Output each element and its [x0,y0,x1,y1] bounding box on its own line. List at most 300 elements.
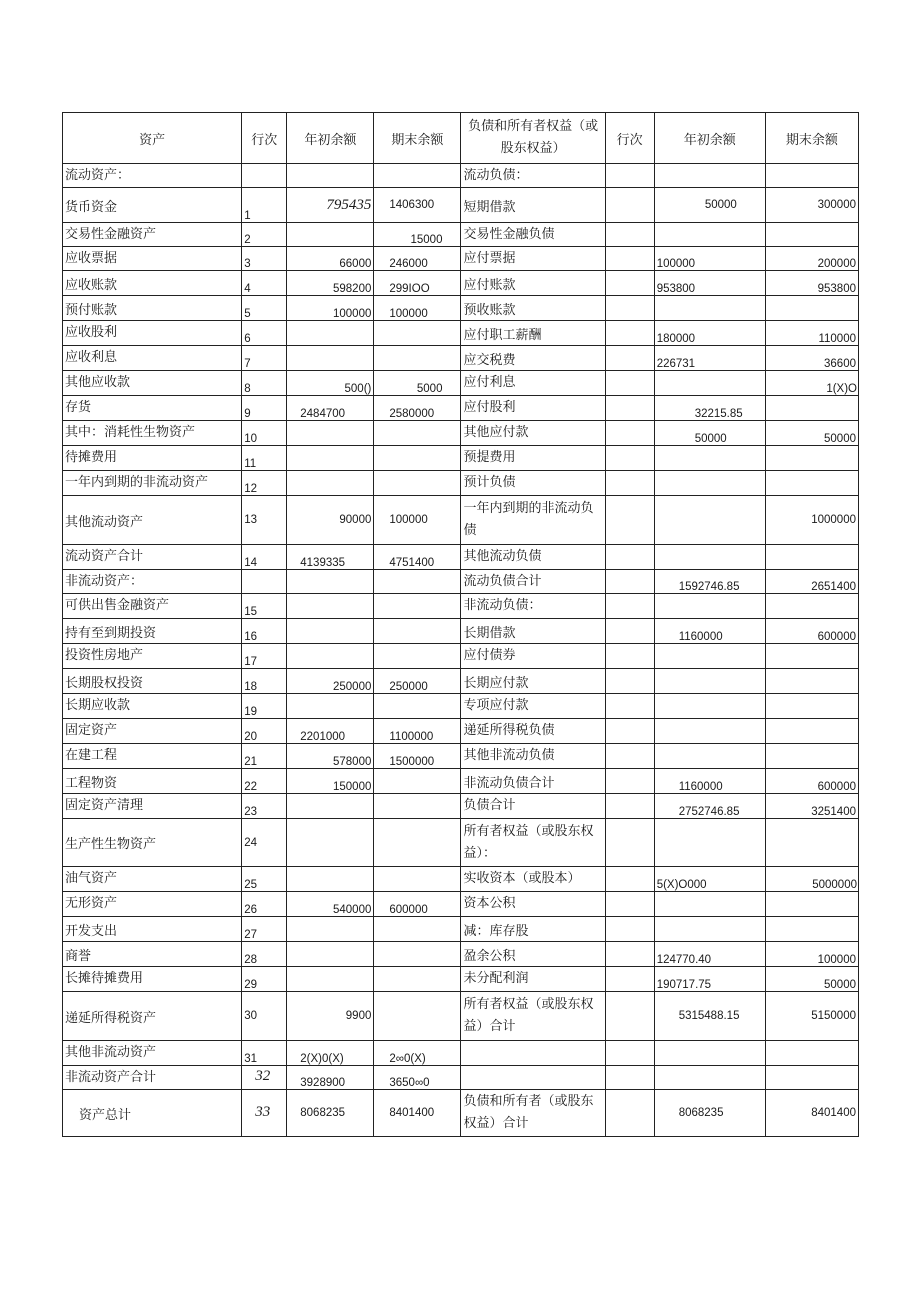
header-liab-equity: 负债和所有者权益（或股东权益） [461,113,605,164]
liability-line-no [605,942,654,967]
asset-begin-balance [287,321,374,346]
asset-begin-balance [287,917,374,942]
asset-item: 流动资产合计 [63,545,242,570]
table-row [63,496,859,545]
table-row [63,669,859,694]
liability-line-no [605,346,654,371]
liability-begin-balance [654,371,765,396]
asset-end-balance: 299IOO [374,271,461,296]
liability-end-balance [765,694,858,719]
liability-begin-balance [654,719,765,744]
asset-end-balance [374,992,461,1041]
liability-line-no [605,967,654,992]
table-row [63,396,859,421]
liability-begin-balance: 5(X)O000 [654,867,765,892]
liability-end-balance: 1000000 [765,496,858,545]
asset-line-no: 25 [242,867,287,892]
asset-end-balance: 1100000 [374,719,461,744]
asset-begin-balance [287,446,374,471]
asset-item: 开发支出 [63,917,242,942]
liability-begin-balance [654,223,765,247]
asset-begin-balance: 4139335 [287,545,374,570]
liability-line-no [605,769,654,794]
asset-item: 应收股利 [63,321,242,346]
liability-begin-balance: 8068235 [654,1090,765,1137]
asset-item: 递延所得税资产 [63,992,242,1041]
liability-end-balance [765,296,858,321]
asset-line-no: 28 [242,942,287,967]
liability-line-no [605,867,654,892]
liability-item: 资本公积 [461,892,605,917]
liability-begin-balance [654,819,765,867]
table-row [63,744,859,769]
liability-end-balance [765,446,858,471]
asset-begin-balance [287,942,374,967]
asset-line-no: 15 [242,594,287,619]
asset-end-balance [374,594,461,619]
liability-line-no [605,371,654,396]
liability-begin-balance [654,1041,765,1066]
liability-begin-balance: 2752746.85 [654,794,765,819]
liability-end-balance: 200000 [765,247,858,271]
liability-begin-balance: 5315488.15 [654,992,765,1041]
asset-line-no: 20 [242,719,287,744]
liability-line-no [605,992,654,1041]
table-row [63,346,859,371]
liability-line-no [605,1066,654,1090]
liability-item: 其他应付款 [461,421,605,446]
liability-begin-balance [654,545,765,570]
asset-end-balance [374,694,461,719]
asset-end-balance: 1500000 [374,744,461,769]
asset-item: 固定资产 [63,719,242,744]
liability-line-no [605,545,654,570]
asset-item: 可供出售金融资产 [63,594,242,619]
liability-end-balance [765,471,858,496]
liability-end-balance [765,892,858,917]
asset-end-balance: 2580000 [374,396,461,421]
asset-line-no: 1 [242,188,287,223]
asset-end-balance: 100000 [374,296,461,321]
table-row [63,819,859,867]
liability-item: 应付利息 [461,371,605,396]
asset-end-balance: 1406300 [374,188,461,223]
table-row [63,371,859,396]
table-row [63,271,859,296]
liability-item [461,1041,605,1066]
asset-line-no: 21 [242,744,287,769]
table-row [63,446,859,471]
liability-line-no [605,644,654,669]
asset-item: 其中：消耗性生物资产 [63,421,242,446]
liability-end-balance: 1(X)O [765,371,858,396]
asset-item: 预付账款 [63,296,242,321]
liability-line-no [605,794,654,819]
table-row [63,942,859,967]
asset-begin-balance: 2(X)0(X) [287,1041,374,1066]
table-row [63,892,859,917]
liability-item: 负债合计 [461,794,605,819]
asset-item: 应收利息 [63,346,242,371]
liability-item: 非流动负债合计 [461,769,605,794]
liability-item: 一年内到期的非流动负债 [461,496,605,545]
liability-end-balance: 600000 [765,619,858,644]
header-line-no-2: 行次 [605,113,654,164]
asset-end-balance: 5000 [374,371,461,396]
liability-item: 其他流动负债 [461,545,605,570]
liability-begin-balance [654,446,765,471]
asset-end-balance [374,769,461,794]
liability-item: 流动负债： [461,164,605,188]
header-row [63,113,859,164]
asset-item: 流动资产： [63,164,242,188]
asset-end-balance [374,967,461,992]
liability-end-balance [765,164,858,188]
asset-line-no: 9 [242,396,287,421]
liability-begin-balance [654,644,765,669]
header-asset: 资产 [63,113,242,164]
asset-begin-balance: 90000 [287,496,374,545]
asset-end-balance [374,471,461,496]
table-row [63,1090,859,1137]
liability-item: 递延所得税负债 [461,719,605,744]
liability-item: 预收账款 [461,296,605,321]
liability-line-no [605,223,654,247]
asset-item: 非流动资产合计 [63,1066,242,1090]
asset-begin-balance: 2201000 [287,719,374,744]
liability-item: 流动负债合计 [461,570,605,594]
asset-line-no: 2 [242,223,287,247]
liability-end-balance [765,669,858,694]
liability-end-balance: 953800 [765,271,858,296]
table-row [63,769,859,794]
liability-item: 应交税费 [461,346,605,371]
liability-line-no [605,892,654,917]
asset-begin-balance [287,644,374,669]
asset-end-balance: 8401400 [374,1090,461,1137]
asset-item: 投资性房地产 [63,644,242,669]
asset-item: 存货 [63,396,242,421]
asset-end-balance [374,619,461,644]
liability-item: 其他非流动负债 [461,744,605,769]
asset-begin-balance: 9900 [287,992,374,1041]
table-row [63,967,859,992]
asset-line-no: 4 [242,271,287,296]
asset-end-balance: 600000 [374,892,461,917]
liability-begin-balance [654,694,765,719]
liability-line-no [605,296,654,321]
table-row [63,644,859,669]
asset-line-no: 30 [242,992,287,1041]
asset-end-balance: 4751400 [374,545,461,570]
liability-end-balance: 50000 [765,421,858,446]
asset-item: 油气资产 [63,867,242,892]
liability-item: 实收资本（或股本） [461,867,605,892]
asset-item: 其他非流动资产 [63,1041,242,1066]
liability-item: 盈余公积 [461,942,605,967]
asset-item: 其他流动资产 [63,496,242,545]
asset-item: 交易性金融资产 [63,223,242,247]
asset-begin-balance [287,819,374,867]
asset-line-no: 31 [242,1041,287,1066]
header-end-balance-2: 期末余额 [765,113,858,164]
liability-begin-balance: 50000 [654,421,765,446]
asset-line-no: 7 [242,346,287,371]
asset-end-balance [374,164,461,188]
asset-line-no: 17 [242,644,287,669]
asset-end-balance: 250000 [374,669,461,694]
liability-end-balance: 36600 [765,346,858,371]
liability-end-balance [765,644,858,669]
liability-end-balance: 600000 [765,769,858,794]
asset-end-balance [374,421,461,446]
asset-begin-balance: 150000 [287,769,374,794]
liability-line-no [605,719,654,744]
liability-line-no [605,594,654,619]
liability-begin-balance: 1160000 [654,769,765,794]
asset-end-balance: 2∞0(X) [374,1041,461,1066]
liability-end-balance: 110000 [765,321,858,346]
asset-line-no: 18 [242,669,287,694]
liability-end-balance [765,545,858,570]
asset-item: 长摊待摊费用 [63,967,242,992]
asset-begin-balance: 2484700 [287,396,374,421]
liability-begin-balance: 226731 [654,346,765,371]
liability-line-no [605,188,654,223]
asset-begin-balance: 795435 [287,188,374,223]
liability-line-no [605,669,654,694]
asset-end-balance [374,917,461,942]
asset-item: 在建工程 [63,744,242,769]
liability-begin-balance [654,496,765,545]
header-line-no: 行次 [242,113,287,164]
asset-begin-balance: 598200 [287,271,374,296]
asset-begin-balance [287,867,374,892]
liability-begin-balance: 124770.40 [654,942,765,967]
asset-end-balance [374,346,461,371]
asset-begin-balance: 250000 [287,669,374,694]
table-row [63,421,859,446]
liability-begin-balance [654,892,765,917]
table-row [63,1041,859,1066]
asset-end-balance: 3650∞0 [374,1066,461,1090]
asset-item: 工程物资 [63,769,242,794]
asset-begin-balance [287,619,374,644]
asset-line-no: 27 [242,917,287,942]
asset-line-no: 6 [242,321,287,346]
liability-line-no [605,1041,654,1066]
liability-line-no [605,744,654,769]
asset-item: 长期股权投资 [63,669,242,694]
liability-item: 非流动负债： [461,594,605,619]
liability-item: 短期借款 [461,188,605,223]
liability-begin-balance: 1592746.85 [654,570,765,594]
liability-item: 未分配利润 [461,967,605,992]
asset-line-no: 33 [242,1090,287,1137]
liability-line-no [605,396,654,421]
liability-begin-balance: 953800 [654,271,765,296]
liability-end-balance: 3251400 [765,794,858,819]
liability-end-balance [765,744,858,769]
table-row [63,594,859,619]
asset-item: 持有至到期投资 [63,619,242,644]
liability-end-balance [765,396,858,421]
liability-item: 预计负债 [461,471,605,496]
asset-item: 其他应收款 [63,371,242,396]
liability-begin-balance: 100000 [654,247,765,271]
liability-line-no [605,247,654,271]
asset-begin-balance [287,967,374,992]
asset-begin-balance: 100000 [287,296,374,321]
asset-begin-balance [287,421,374,446]
asset-item: 待摊费用 [63,446,242,471]
liability-line-no [605,421,654,446]
asset-item: 生产性生物资产 [63,819,242,867]
liability-end-balance [765,719,858,744]
liability-begin-balance: 50000 [654,188,765,223]
asset-begin-balance [287,346,374,371]
liability-end-balance: 2651400 [765,570,858,594]
table-row [63,247,859,271]
asset-line-no: 10 [242,421,287,446]
asset-begin-balance [287,570,374,594]
asset-item: 资产总计 [63,1090,242,1137]
asset-item: 无形资产 [63,892,242,917]
asset-end-balance [374,321,461,346]
liability-end-balance: 300000 [765,188,858,223]
header-end-balance: 期末余额 [374,113,461,164]
liability-item [461,1066,605,1090]
liability-line-no [605,271,654,296]
table-row [63,223,859,247]
liability-item: 长期借款 [461,619,605,644]
asset-line-no: 32 [242,1066,287,1090]
asset-end-balance [374,644,461,669]
liability-begin-balance: 180000 [654,321,765,346]
liability-line-no [605,471,654,496]
liability-end-balance [765,594,858,619]
liability-end-balance [765,1041,858,1066]
liability-item: 应付股利 [461,396,605,421]
liability-item: 所有者权益（或股东权益）合计 [461,992,605,1041]
asset-end-balance [374,446,461,471]
table-row [63,992,859,1041]
asset-item: 非流动资产： [63,570,242,594]
liability-line-no [605,570,654,594]
asset-item: 固定资产清理 [63,794,242,819]
table-row [63,545,859,570]
table-row [63,719,859,744]
asset-line-no: 26 [242,892,287,917]
asset-end-balance [374,819,461,867]
liability-end-balance: 8401400 [765,1090,858,1137]
table-row [63,471,859,496]
liability-line-no [605,917,654,942]
asset-begin-balance: 66000 [287,247,374,271]
liability-end-balance: 100000 [765,942,858,967]
liability-begin-balance [654,594,765,619]
liability-end-balance [765,917,858,942]
table-row [63,321,859,346]
asset-line-no: 13 [242,496,287,545]
asset-end-balance [374,570,461,594]
asset-line-no: 14 [242,545,287,570]
liability-item: 交易性金融负债 [461,223,605,247]
table-row [63,619,859,644]
asset-line-no: 5 [242,296,287,321]
asset-line-no [242,570,287,594]
liability-line-no [605,321,654,346]
asset-begin-balance [287,471,374,496]
asset-line-no: 23 [242,794,287,819]
asset-line-no [242,164,287,188]
asset-end-balance: 15000 [374,223,461,247]
asset-line-no: 11 [242,446,287,471]
header-begin-balance-2: 年初余额 [654,113,765,164]
liability-item: 应付职工薪酬 [461,321,605,346]
asset-end-balance [374,794,461,819]
liability-item: 应付票据 [461,247,605,271]
liability-begin-balance: 190717.75 [654,967,765,992]
table-row [63,296,859,321]
balance-sheet-table [62,112,859,1137]
table-row [63,867,859,892]
liability-end-balance [765,1066,858,1090]
header-begin-balance: 年初余额 [287,113,374,164]
liability-item: 专项应付款 [461,694,605,719]
table-row [63,188,859,223]
asset-end-balance [374,942,461,967]
liability-begin-balance [654,744,765,769]
asset-begin-balance: 8068235 [287,1090,374,1137]
liability-item: 预提费用 [461,446,605,471]
liability-item: 应付账款 [461,271,605,296]
asset-line-no: 12 [242,471,287,496]
liability-end-balance: 5150000 [765,992,858,1041]
asset-begin-balance [287,594,374,619]
table-row [63,1066,859,1090]
asset-line-no: 8 [242,371,287,396]
liability-begin-balance [654,1066,765,1090]
asset-item: 应收账款 [63,271,242,296]
asset-begin-balance [287,694,374,719]
liability-end-balance: 50000 [765,967,858,992]
asset-item: 应收票据 [63,247,242,271]
asset-begin-balance [287,223,374,247]
asset-item: 商誉 [63,942,242,967]
asset-end-balance: 100000 [374,496,461,545]
liability-item: 所有者权益（或股东权益）： [461,819,605,867]
asset-begin-balance: 500() [287,371,374,396]
asset-line-no: 3 [242,247,287,271]
liability-item: 负债和所有者（或股东权益）合计 [461,1090,605,1137]
asset-item: 一年内到期的非流动资产 [63,471,242,496]
table-row [63,917,859,942]
liability-end-balance: 5000000 [765,867,858,892]
liability-line-no [605,446,654,471]
table-row [63,694,859,719]
table-row [63,570,859,594]
liability-begin-balance: 1160000 [654,619,765,644]
liability-begin-balance [654,164,765,188]
asset-begin-balance [287,164,374,188]
liability-begin-balance [654,296,765,321]
asset-begin-balance: 3928900 [287,1066,374,1090]
table-row [63,164,859,188]
liability-begin-balance [654,917,765,942]
table-row [63,794,859,819]
asset-begin-balance: 578000 [287,744,374,769]
